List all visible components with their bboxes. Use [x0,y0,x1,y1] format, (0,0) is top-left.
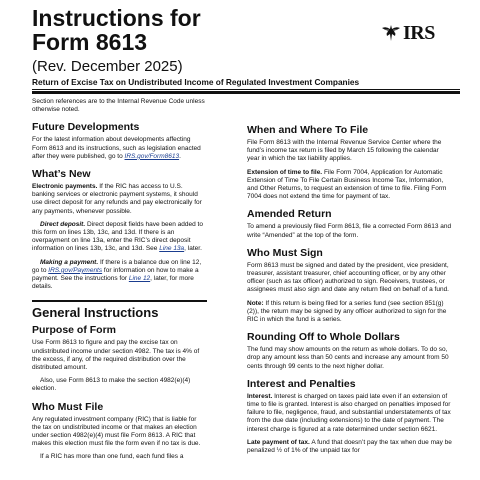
intro-text: Section references are to the Internal Revenue Code unless otherwise noted. [32,98,205,114]
late-payment-text: A fund that doesn’t pay the tax when due may be penalized ½ of 1% of the unpaid tax for [247,438,452,455]
eagle-icon [380,22,402,44]
who-file-text-1: Any regulated investment company (RIC) that is liable for the tax on undistributed income or that makes an election under section 4982(e)(4) must file Form 8613. A RIC that makes this election must file the form even if no tax is due. [32,415,201,448]
heading-interest-penalties: Interest and Penalties [247,377,356,390]
heading-amended-return: Amended Return [247,208,332,221]
future-text: For the latest information about developments affecting Form 8613 and its instructions, such as legislation enacted after they were published, go to [32,136,201,160]
purpose-text-2: Also, use Form 8613 to make the section 4982(e)(4) election. [32,377,191,393]
making-payment-text: If there is a balance due on line 12, go to [32,258,202,274]
interest-paragraph [247,393,452,434]
doc-title-line2: Form 8613 [32,29,148,55]
when-text: File Form 8613 with the Internal Revenue Service Center where the fund’s income tax return is filed by March 15 following the calendar year in which the tax liability applies. [247,139,442,163]
direct-deposit-lead: Direct deposit. [40,220,86,228]
title-block [32,6,362,76]
amended-text: To amend a previously filed Form 8613, file a corrected Form 8613 and write “Amended” at the top of the form. [247,223,452,239]
heading-purpose-of-form: Purpose of Form [32,324,117,337]
link-line-13a[interactable]: Line 13a [159,245,185,253]
extension-paragraph [247,169,452,202]
interest-lead: Interest. [247,392,273,400]
extension-lead: Extension of time to file. [247,168,323,176]
heading-who-must-file: Who Must File [32,400,104,413]
late-payment-paragraph [247,439,452,455]
future-paragraph: For the latest information about developments affecting Form 8613 and its instructions, such as legislation enacted after they were published, go to IRS.gov/Form8613. [32,136,201,160]
right-column [247,98,452,460]
electronic-payments-text: If the RIC has access to U.S. banking services or electronic payment systems, it should use direct deposit for any refunds and pay electronically for any payments, whenever possible. [32,183,202,215]
logo-text: IRS [403,21,435,44]
making-payment-text2: for information on how to make a payment. See the instructions for [32,266,199,283]
rounding-text: The fund may show amounts on the return as whole dollars. To do so, drop any amount less than 50 cents and increase any amount from 50 cents through 99 cents to the next higher dollar. [247,346,449,370]
heading-whats-new: What’s New [32,168,91,181]
link-irs-form8613[interactable]: IRS.gov/Form8613 [124,152,180,160]
note-paragraph [247,300,452,325]
header-rule-thick [32,91,460,94]
direct-deposit-after: , later. [184,245,202,253]
link-line-12[interactable]: Line 12 [128,275,151,283]
heading-future-developments: Future Developments [32,121,140,134]
making-payment-paragraph [32,259,207,292]
making-payment-lead: Making a payment. [40,258,99,266]
electronic-payments-paragraph [32,183,207,216]
heading-when-where-to-file: When and Where To File [247,124,369,136]
link-irs-payments[interactable]: IRS.gov/Payments [48,266,103,274]
heading-who-must-sign: Who Must Sign [247,246,323,259]
left-column [32,98,207,467]
sign-text: Form 8613 must be signed and dated by the president, vice president, treasurer, assistant treasurer, chief accounting officer, or by any other officer (such as tax officer) authorized to sign. Receivers, trustees, or assignees must also sign and date any return filed on behalf of a fund. [247,261,449,294]
irs-logo [380,22,452,44]
electronic-payments-lead: Electronic payments. [32,183,98,191]
heading-general-instructions: General Instructions [32,300,207,320]
form-subtitle: Return of Excise Tax on Undistributed Income of Regulated Investment Companies [32,77,360,87]
note-text: If this return is being filed for a series fund (see section 851(g)(2)), the return may be signed by any officer authorized to sign for the RIC in which the fund is a series. [247,299,447,324]
note-lead: Note: [247,299,264,307]
purpose-text-1: Use Form 8613 to figure and pay the excise tax on undistributed income under section 4982. The tax is 4% of the excess, if any, of the required distribution over the distributed amount. [32,339,200,372]
heading-rounding: Rounding Off to Whole Dollars [247,331,400,344]
making-payment-after: , later, for more details. [32,275,194,291]
extension-text: File Form 7004, Application for Automatic Extension of Time To File Certain Business Income Tax, Information, and Other Returns, to request an extension of time to file. Filing Form 7004 does not extend the time for payment of tax. [247,168,447,201]
direct-deposit-text: Direct deposit fields have been added to this form on lines 13b, 13c, and 13d. If there is an overpayment on line 13a, enter the RIC’s direct deposit information on lines 13b, 13c, and 13d. See [32,220,203,253]
late-payment-lead: Late payment of tax. [247,438,310,446]
header-rule-thin [32,89,460,90]
direct-deposit-paragraph [32,221,207,254]
doc-title-line1: Instructions for [32,5,201,31]
who-file-text-2: If a RIC has more than one fund, each fund files a [40,453,184,461]
interest-text: Interest is charged on taxes paid late even if an extension of time to file is granted. Interest is also charged on penalties imposed for failure to file, negligence, fraud, and substantial understatements of tax from the due date (including extensions) to the date of payment. The interest charge is figured at a rate determined under section 6621. [247,392,451,433]
revision-date: (Rev. December 2025) [32,58,183,75]
